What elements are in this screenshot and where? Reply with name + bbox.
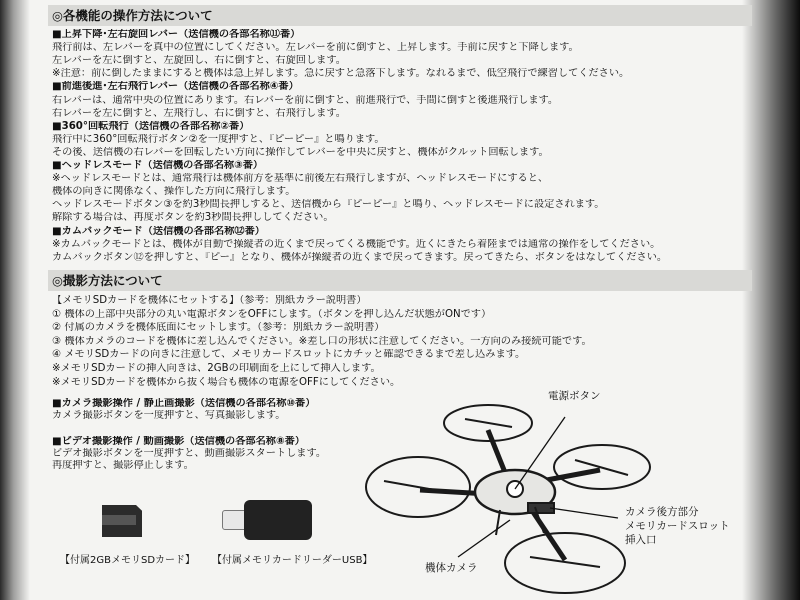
instruction-line: ■360°回転飛行（送信機の各部名称②番） — [52, 120, 250, 132]
instruction-line: 飛行中に360°回転飛行ボタン②を一度押すと、『ピーピー』と鳴ります。 — [52, 133, 385, 145]
video-text-2: 再度押すと、撮影停止します。 — [52, 460, 194, 471]
section-heading-operation: ◎各機能の操作方法について — [48, 5, 752, 26]
instruction-line: ■上昇下降･左右旋回レバー（送信機の各部名称⑪番） — [52, 29, 301, 40]
instruction-line: 飛行前は、左レバーを真中の位置にしてください。左レバーを前に倒すと、上昇します。手前に戻すと下降します。 — [52, 42, 579, 54]
callout-drone-camera: 機体カメラ — [425, 562, 478, 574]
instruction-line: 機体の向きに関係なく、操作した方向に飛行します。 — [52, 186, 296, 198]
callout-rear-3: 挿入口 — [625, 534, 657, 546]
instruction-line: ■カムバックモード（送信機の各部名称⑫番） — [52, 225, 265, 237]
usb-reader-image — [244, 500, 312, 540]
instruction-line: 【メモリSDカードを機体にセットする】（参考：別紙カラー説明書） — [52, 295, 367, 306]
caption-sd-card: 【付属2GBメモリSDカード】 — [60, 555, 196, 566]
callout-rear-2: メモリカードスロット — [625, 520, 730, 532]
instruction-line: ※メモリSDカードを機体から抜く場合も機体の電源をOFFにしてください。 — [52, 376, 401, 388]
photo-text: カメラ撮影ボタンを一度押すと、写真撮影します。 — [52, 410, 286, 421]
instruction-line: 右レバーは、通常中央の位置にあります。右レバーを前に倒すと、前進飛行で、手間に倒すと後進飛行します。 — [52, 94, 559, 106]
instruction-line: ※ヘッドレスモードとは、通常飛行は機体前方を基準に前後左右飛行しますが、ヘッドレスモードにすると、 — [52, 173, 549, 185]
drone-illustration — [360, 395, 660, 600]
photo-heading: ■カメラ撮影操作 / 静止画撮影（送信機の各部名称⑩番） — [52, 398, 316, 409]
sd-card-label — [102, 515, 136, 525]
instruction-line: ③ 機体カメラのコードを機体に差し込んでください。※差し口の形状に注意してください。一方向のみ接続可能です。 — [52, 335, 592, 347]
instruction-line: ■前進後進･左右飛行レバー（送信機の各部名称④番） — [52, 81, 299, 93]
video-heading: ■ビデオ撮影操作 / 動画撮影（送信機の各部名称⑧番） — [52, 436, 305, 447]
video-text-1: ビデオ撮影ボタンを一度押すと、動画撮影スタートします。 — [52, 448, 327, 459]
instruction-line: 右レバーを左に倒すと、左飛行し、右に倒すと、右飛行します。 — [52, 107, 346, 119]
instruction-line: ■ヘッドレスモード（送信機の各部名称③番） — [52, 160, 264, 171]
instruction-line: ① 機体の上部中央部分の丸い電源ボタンをOFFにします。（ボタンを押し込んだ状態がONです） — [52, 308, 492, 320]
callout-rear-1: カメラ後方部分 — [625, 506, 699, 518]
callout-power-button: 電源ボタン — [548, 390, 601, 402]
instruction-line: ※メモリSDカードの挿入向きは、2GBの印刷面を上にして挿入します。 — [52, 363, 381, 374]
caption-card-reader: 【付属メモリカードリーダーUSB】 — [212, 555, 373, 566]
instruction-line: 左レバーを左に倒すと、左旋回し、右に倒すと、右旋回します。 — [52, 55, 346, 67]
instruction-line: 解除する場合は、再度ボタンを約3秒間長押ししてください。 — [52, 212, 334, 224]
instruction-line: カムバックボタン⑫を押しすと、『ピー』となり、機体が操縦者の近くまで戻ってきます。戻ってきたら、ボタンをはなしてください。 — [52, 251, 668, 263]
instruction-line: ④ メモリSDカードの向きに注意して、メモリカードスロットにカチッと確認できるまで差し込みます。 — [52, 349, 526, 361]
scan-shadow-right — [742, 0, 800, 600]
instruction-line: ヘッドレスモードボタン③を約3秒間長押しすると、送信機から『ピーピー』と鳴り、ヘッドレスモードに設定されます。 — [52, 199, 605, 211]
instruction-line: ② 付属のカメラを機体底面にセットします。（参考：別紙カラー説明書） — [52, 322, 385, 334]
instruction-line: その後、送信機の右レバーを回転したい方向に操作してレバーを中央に戻すと、機体がクルット回転します。 — [52, 146, 549, 158]
instruction-line: ※カムバックモードとは、機体が自動で操縦者の近くまで戻ってくる機能です。近くにきたら着陸までは通常の操作をしてください。 — [52, 238, 661, 250]
instruction-line: ※注意：前に倒したままにすると機体は急上昇します。急に戻すと急落下します。なれるまで、低空飛行で練習してください。 — [52, 68, 630, 80]
scan-shadow-left — [0, 0, 30, 600]
section-heading-shooting: ◎撮影方法について — [48, 270, 752, 291]
